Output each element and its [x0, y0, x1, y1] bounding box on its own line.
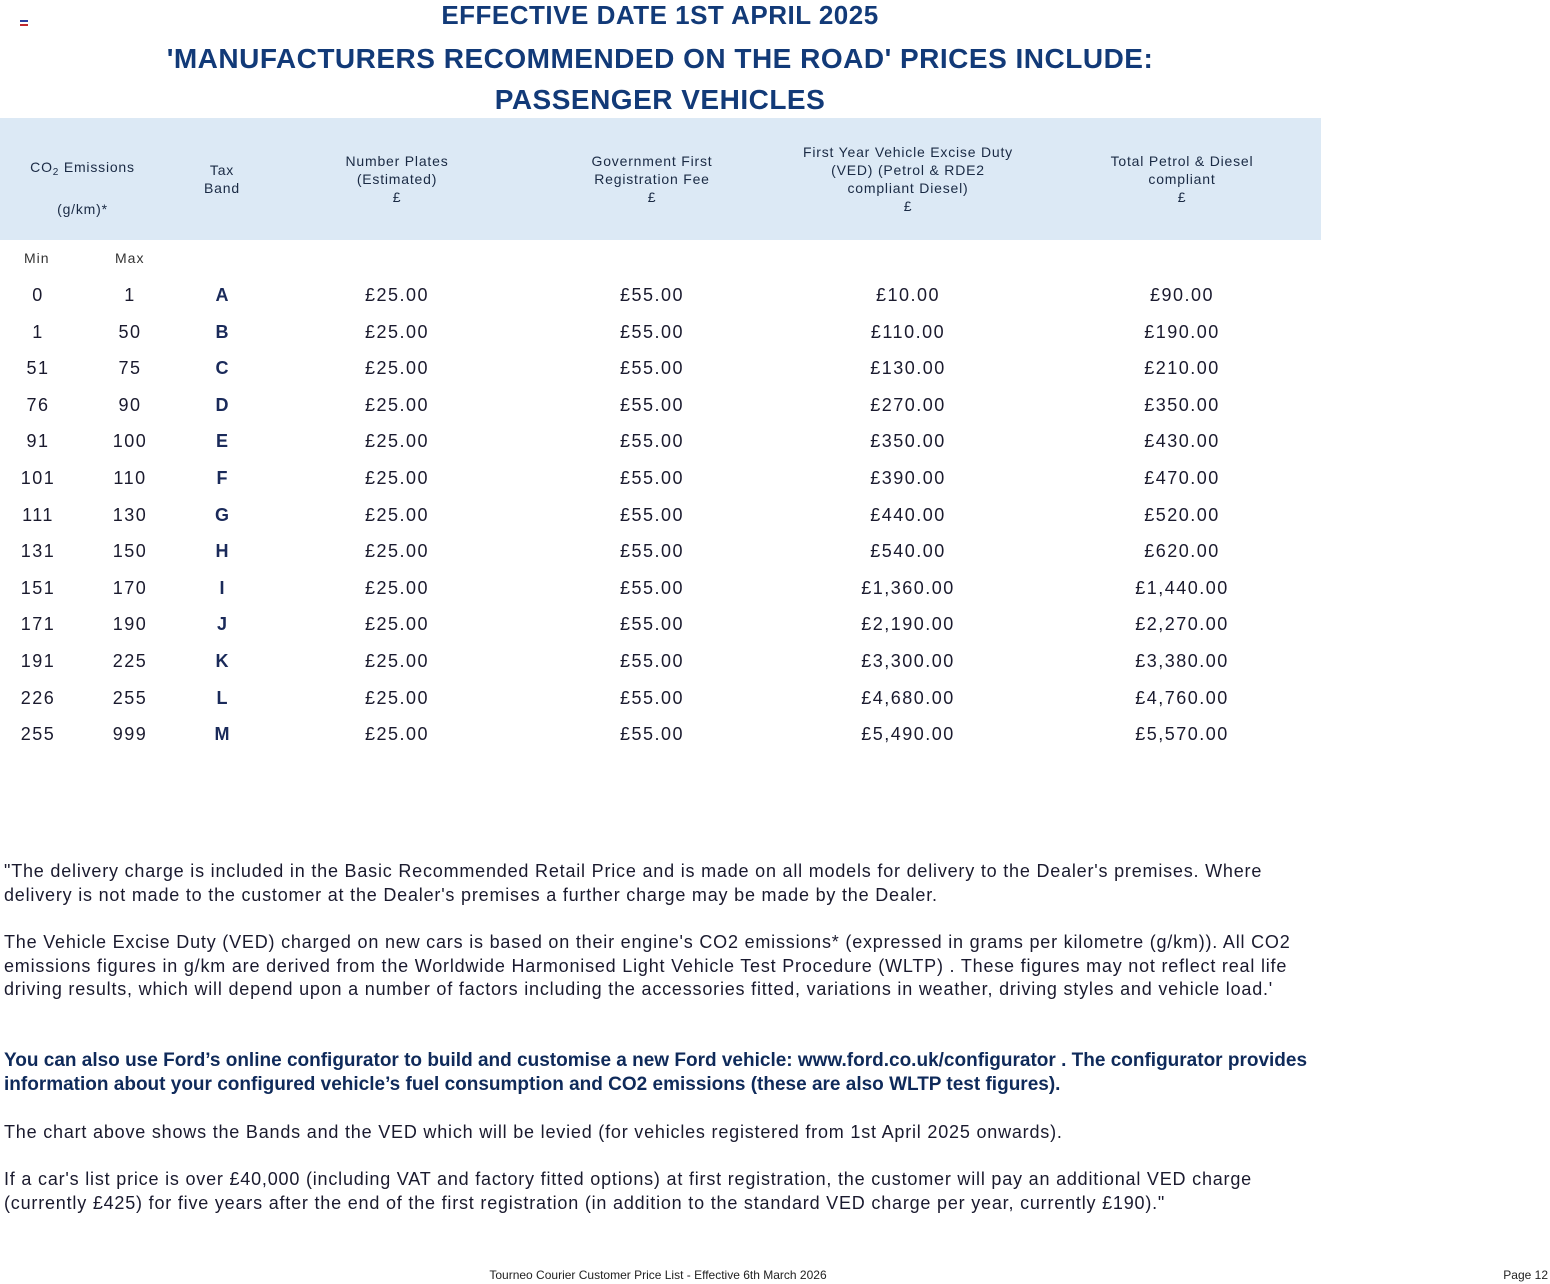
cell-total: £2,270.00 [1135, 614, 1229, 635]
cell-total: £350.00 [1144, 394, 1220, 415]
cell-band: M [214, 724, 230, 745]
cell-fee: £55.00 [619, 541, 685, 562]
table-row [0, 716, 1321, 752]
cell-plates: £25.00 [364, 468, 430, 488]
cell-total: £5,570.00 [1135, 724, 1229, 745]
cell-total: £520.00 [1144, 504, 1220, 525]
col-header-registration-fee: Government First Registration Fee £ [591, 153, 713, 205]
cell-band: G [214, 504, 229, 525]
min-label: Min [24, 250, 50, 266]
cell-band: B [215, 321, 229, 342]
cell-plates: £25.00 [364, 394, 430, 415]
cell-plates: £25.00 [364, 285, 430, 305]
cell-ved: £350.00 [870, 431, 946, 452]
table-row [0, 570, 1321, 606]
cell-band: F [216, 468, 228, 488]
cell-plates: £25.00 [364, 431, 430, 452]
cell-plates: £25.00 [364, 651, 430, 671]
cell-plates: £25.00 [364, 614, 430, 635]
cell-fee: £55.00 [619, 651, 685, 671]
cell-total: £4,760.00 [1135, 687, 1229, 708]
cell-ved: £4,680.00 [861, 687, 955, 708]
cell-min: 171 [20, 614, 56, 635]
cell-min: 255 [20, 724, 56, 745]
note-list-price: If a car's list price is over £40,000 (including VAT and factory fitted options) at first registration, the customer will pay an additional VED charge (currently £425) for five years after the end of the first registration (in addition to the standard VED charge per year, currently £190)." [4, 1169, 1252, 1213]
cell-ved: £130.00 [870, 358, 946, 379]
cell-total: £210.00 [1144, 358, 1220, 379]
note-chart: The chart above shows the Bands and the VED which will be levied (for vehicles registered from 1st April 2025 onwards). [4, 1122, 1063, 1142]
cell-total: £620.00 [1144, 541, 1220, 562]
cell-max: 170 [112, 577, 148, 598]
cell-ved: £440.00 [870, 504, 946, 525]
page-number: Page 12 [1503, 1268, 1548, 1282]
cell-min: 226 [20, 687, 56, 708]
table-row [0, 533, 1321, 569]
cell-total: £90.00 [1149, 285, 1215, 305]
table-row [0, 350, 1321, 386]
cell-max: 100 [112, 431, 148, 452]
cell-ved: £10.00 [875, 285, 941, 305]
cell-total: £190.00 [1144, 321, 1220, 342]
cell-total: £1,440.00 [1135, 577, 1229, 598]
cell-total: £3,380.00 [1135, 651, 1229, 671]
cell-max: 150 [112, 541, 148, 562]
footer-text: Tourneo Courier Customer Price List - Effective 6th March 2026 [489, 1268, 827, 1282]
table-row [0, 643, 1321, 679]
page-subtitle: 'MANUFACTURERS RECOMMENDED ON THE ROAD' PRICES INCLUDE: [166, 43, 1154, 74]
cell-ved: £270.00 [870, 394, 946, 415]
cell-min: 131 [20, 541, 56, 562]
table-row [0, 314, 1321, 350]
table-row [0, 387, 1321, 423]
cell-band: K [215, 651, 229, 671]
cell-band: E [215, 431, 228, 452]
cell-min: 0 [32, 285, 44, 305]
cell-min: 51 [26, 358, 50, 379]
cell-plates: £25.00 [364, 577, 430, 598]
cell-total: £470.00 [1144, 468, 1220, 488]
table-row [0, 606, 1321, 642]
cell-max: 90 [118, 394, 142, 415]
cell-max: 75 [118, 358, 142, 379]
cell-max: 190 [112, 614, 148, 635]
cell-band: D [215, 394, 229, 415]
cell-plates: £25.00 [364, 541, 430, 562]
cell-fee: £55.00 [619, 468, 685, 488]
note-ved: The Vehicle Excise Duty (VED) charged on new cars is based on their engine's CO2 emissions* (expressed in grams per kilometre (g/km)). All CO2 emissions figures in g/km are derived from the Worldwide Harmonised Light Vehicle Test Procedure (WLTP) . These figures may not reflect real life driving results, which will depend upon a number of factors including the accessories fitted, variations in weather, driving styles and vehicle load.' [4, 932, 1291, 999]
col-header-tax-band: Tax Band [204, 162, 240, 196]
cell-fee: £55.00 [619, 577, 685, 598]
col-header-co2: $CO_2$ Emissions (g/km)* [30, 159, 135, 217]
cell-min: 1 [32, 321, 44, 342]
cell-ved: £390.00 [870, 468, 946, 488]
page-title: EFFECTIVE DATE 1ST APRIL 2025 [441, 0, 879, 30]
cell-band: I [219, 577, 225, 598]
cell-max: 50 [118, 321, 142, 342]
cell-band: A [215, 285, 229, 305]
cell-min: 151 [20, 577, 56, 598]
cell-ved: £110.00 [870, 321, 946, 342]
cell-fee: £55.00 [619, 394, 685, 415]
cell-max: 130 [112, 504, 148, 525]
cell-plates: £25.00 [364, 687, 430, 708]
cell-fee: £55.00 [619, 724, 685, 745]
cell-band: L [216, 687, 228, 708]
cell-min: 91 [26, 431, 50, 452]
cell-max: 1 [124, 285, 136, 305]
cell-min: 111 [22, 504, 54, 525]
cell-fee: £55.00 [619, 358, 685, 379]
cell-plates: £25.00 [364, 358, 430, 379]
cell-ved: £1,360.00 [861, 577, 955, 598]
section-title: PASSENGER VEHICLES [494, 84, 826, 115]
cell-max: 255 [112, 687, 148, 708]
cell-fee: £55.00 [619, 321, 685, 342]
table-row [0, 497, 1321, 533]
col-header-total: Total Petrol & Diesel compliant £ [1110, 153, 1254, 205]
max-label: Max [115, 250, 145, 266]
cell-plates: £25.00 [364, 504, 430, 525]
note-configurator: You can also use Ford’s online configurator to build and customise a new Ford vehicle: www.ford.co.uk/configurator . The configurator provides information about your configured vehicle’s fuel consumption and CO2 emissions (these are also WLTP test figures). [4, 1050, 1308, 1095]
cell-min: 101 [20, 468, 56, 488]
note-delivery: "The delivery charge is included in the Basic Recommended Retail Price and is made on all models for delivery to the Dealer's premises. Where delivery is not made to the customer at the Dealer's premises a further charge may be made by the Dealer. [4, 861, 1263, 905]
cell-fee: £55.00 [619, 504, 685, 525]
table-row [0, 423, 1321, 459]
cell-min: 76 [26, 394, 50, 415]
cell-ved: £540.00 [870, 541, 946, 562]
cell-ved: £5,490.00 [861, 724, 955, 745]
cell-total: £430.00 [1144, 431, 1220, 452]
table-row [0, 460, 1321, 496]
cell-fee: £55.00 [619, 614, 685, 635]
col-header-ved: First Year Vehicle Excise Duty (VED) (Petrol & RDE2 compliant Diesel) £ [803, 144, 1013, 214]
cell-fee: £55.00 [619, 687, 685, 708]
cell-min: 191 [20, 651, 56, 671]
cell-ved: £3,300.00 [861, 651, 955, 671]
col-header-number-plates: Number Plates (Estimated) £ [345, 153, 449, 205]
cell-plates: £25.00 [364, 724, 430, 745]
cell-plates: £25.00 [364, 321, 430, 342]
cell-band: C [215, 358, 229, 379]
cell-max: 110 [113, 468, 147, 488]
cell-max: 999 [112, 724, 148, 745]
cell-ved: £2,190.00 [861, 614, 955, 635]
table-row [0, 277, 1321, 313]
cell-max: 225 [112, 651, 148, 671]
cell-band: H [215, 541, 229, 562]
cell-band: J [216, 614, 227, 635]
cell-fee: £55.00 [619, 431, 685, 452]
cell-fee: £55.00 [619, 285, 685, 305]
table-row [0, 680, 1321, 716]
